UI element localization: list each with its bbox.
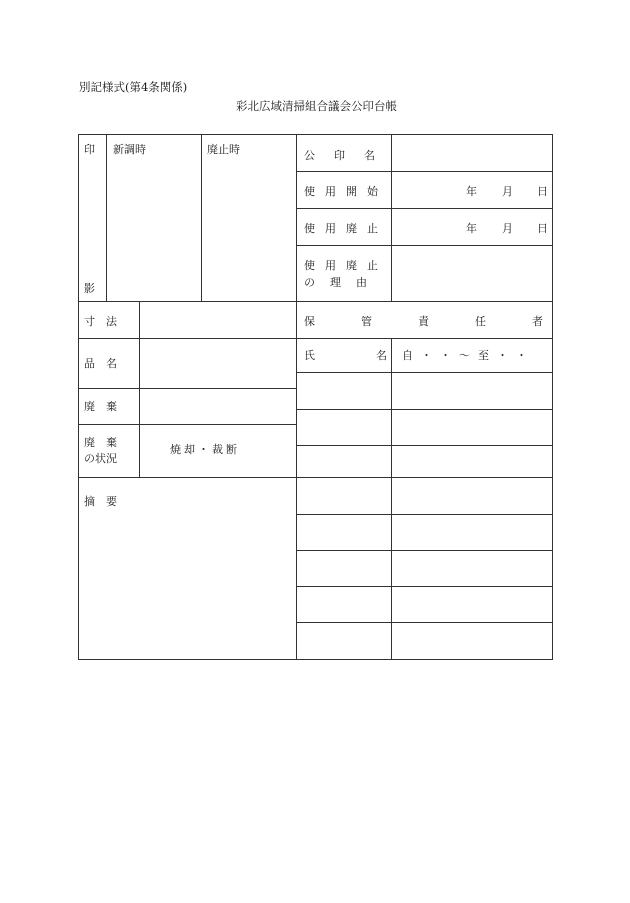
right-line-11 [296,550,553,551]
page-title: 彩北広域清掃組合議会公印台帳 [236,99,397,113]
summary-label: 摘 要 [84,495,117,508]
custodian-label: 保管責任者 [304,315,589,328]
new-made-label: 新調時 [113,143,146,156]
use-start-day: 日 [537,185,548,198]
disposal-status-value: 焼却・裁断 [170,443,240,456]
table-border-left [78,134,79,660]
right-line-5 [296,338,553,339]
right-line-6 [296,372,553,373]
use-start-month: 月 [502,185,513,198]
right-line-7 [296,409,553,410]
left-line-4 [78,424,297,425]
end-reason-label-line2: の理由 [304,276,382,289]
left-line-5 [78,477,297,478]
use-end-year: 年 [466,222,477,235]
right-line-13 [296,622,553,623]
seal-name-label: 公印名 [304,149,394,162]
table-border-right [552,134,553,660]
left-line-3 [78,388,297,389]
right-lower-divider [391,338,392,660]
use-end-label: 使用廃止 [304,222,388,235]
table-center-divider [296,134,297,660]
table-border-bottom [78,659,553,660]
right-line-1 [296,171,553,172]
use-start-year: 年 [466,185,477,198]
item-name-label: 品 名 [84,357,117,370]
use-end-day: 日 [537,222,548,235]
right-line-4 [296,301,553,302]
form-label: 別記様式(第4条関係) [79,80,188,94]
right-line-2 [296,208,553,209]
right-line-8 [296,445,553,446]
disposal-status-label-line2: の状況 [84,452,117,465]
seal-impression-label-top: 印 [84,143,95,156]
seal-impression-label-bottom: 影 [84,282,95,295]
disposal-label: 廃 棄 [84,400,117,413]
left-label-divider [139,301,140,478]
use-end-month: 月 [502,222,513,235]
left-line-1 [78,301,297,302]
right-line-3 [296,245,553,246]
disposal-status-label-line1: 廃 棄 [84,436,117,449]
right-line-9 [296,477,553,478]
end-reason-label-line1: 使用廃止 [304,259,388,272]
abolished-label: 廃止時 [207,143,240,156]
name-label: 氏 名 [304,349,412,362]
seal-label-divider [106,134,107,302]
left-line-2 [78,338,297,339]
table-border-top [78,134,553,135]
seal-impression-divider [201,134,202,302]
right-line-12 [296,586,553,587]
use-start-label: 使用開始 [304,185,388,198]
right-line-10 [296,514,553,515]
size-label-text: 寸 法 [84,315,117,328]
period-label: 自・・〜至・・ [402,349,535,362]
